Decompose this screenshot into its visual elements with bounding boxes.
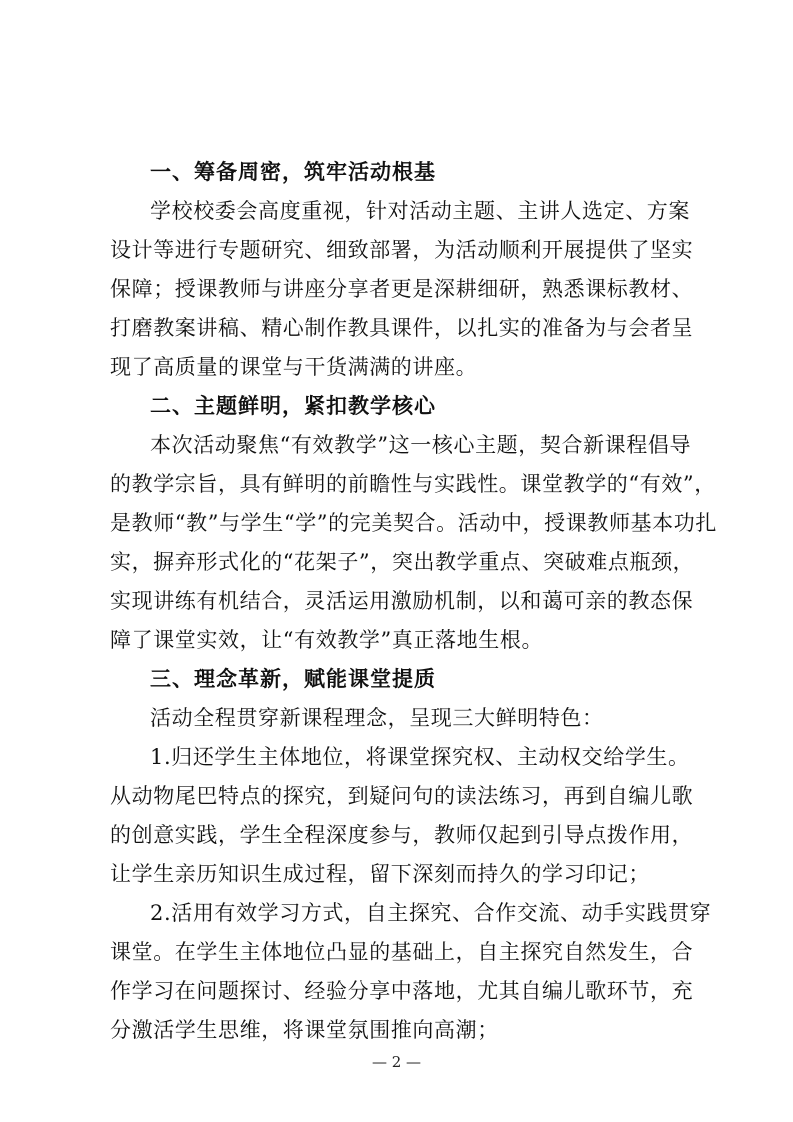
paragraph-line: 是教师“教”与学生“学”的完美契合。活动中，授课教师基本功扎 xyxy=(110,511,717,535)
list-item-2-line: 2.活用有效学习方式，自主探究、合作交流、动手实践贯穿 xyxy=(150,901,712,925)
paragraph-line: 从动物尾巴特点的探究，到疑问句的读法练习，再到自编儿歌 xyxy=(110,784,694,808)
paragraph-line: 作学习在问题探讨、经验分享中落地，尤其自编儿歌环节，充 xyxy=(110,979,694,1003)
paragraph-line: 保障；授课教师与讲座分享者更是深耕细研，熟悉课标教材、 xyxy=(110,277,694,301)
paragraph-line: 的创意实践，学生全程深度参与，教师仅起到引导点拨作用， xyxy=(110,823,694,847)
paragraph-line: 设计等进行专题研究、细致部署，为活动顺利开展提供了坚实 xyxy=(110,238,694,262)
list-item-1-line: 1.归还学生主体地位，将课堂探究权、主动权交给学生。 xyxy=(150,745,690,769)
paragraph-line: 的教学宗旨，具有鲜明的前瞻性与实践性。课堂教学的“有效”， xyxy=(110,472,716,496)
section-heading-2: 二、主题鲜明，紧扣教学核心 xyxy=(150,393,436,418)
paragraph-line: 实，摒弃形式化的“花架子”，突出教学重点、突破难点瓶颈， xyxy=(110,550,695,574)
paragraph-line: 实现讲练有机结合，灵活运用激励机制，以和蔼可亲的教态保 xyxy=(110,589,694,613)
paragraph-line: 现了高质量的课堂与干货满满的讲座。 xyxy=(110,355,478,379)
paragraph-line: 分激活学生思维，将课堂氛围推向高潮； xyxy=(110,1018,499,1042)
paragraph-line: 活动全程贯穿新课程理念，呈现三大鲜明特色： xyxy=(150,706,604,730)
section-heading-3: 三、理念革新，赋能课堂提质 xyxy=(150,666,436,691)
paragraph-line: 课堂。在学生主体地位凸显的基础上，自主探究自然发生，合 xyxy=(110,940,694,964)
paragraph-line: 让学生亲历知识生成过程，留下深刻而持久的学习印记； xyxy=(110,862,650,886)
page-number: — 2 — xyxy=(371,1053,422,1071)
paragraph-line: 本次活动聚焦“有效教学”这一核心主题，契合新课程倡导 xyxy=(150,433,692,457)
section-heading-1: 一、筹备周密，筑牢活动根基 xyxy=(150,159,436,184)
paragraph-line: 障了课堂实效，让“有效教学”真正落地生根。 xyxy=(110,628,544,652)
paragraph-line: 打磨教案讲稿、精心制作教具课件，以扎实的准备为与会者呈 xyxy=(110,316,694,340)
paragraph-line: 学校校委会高度重视，针对活动主题、主讲人选定、方案 xyxy=(150,199,690,223)
